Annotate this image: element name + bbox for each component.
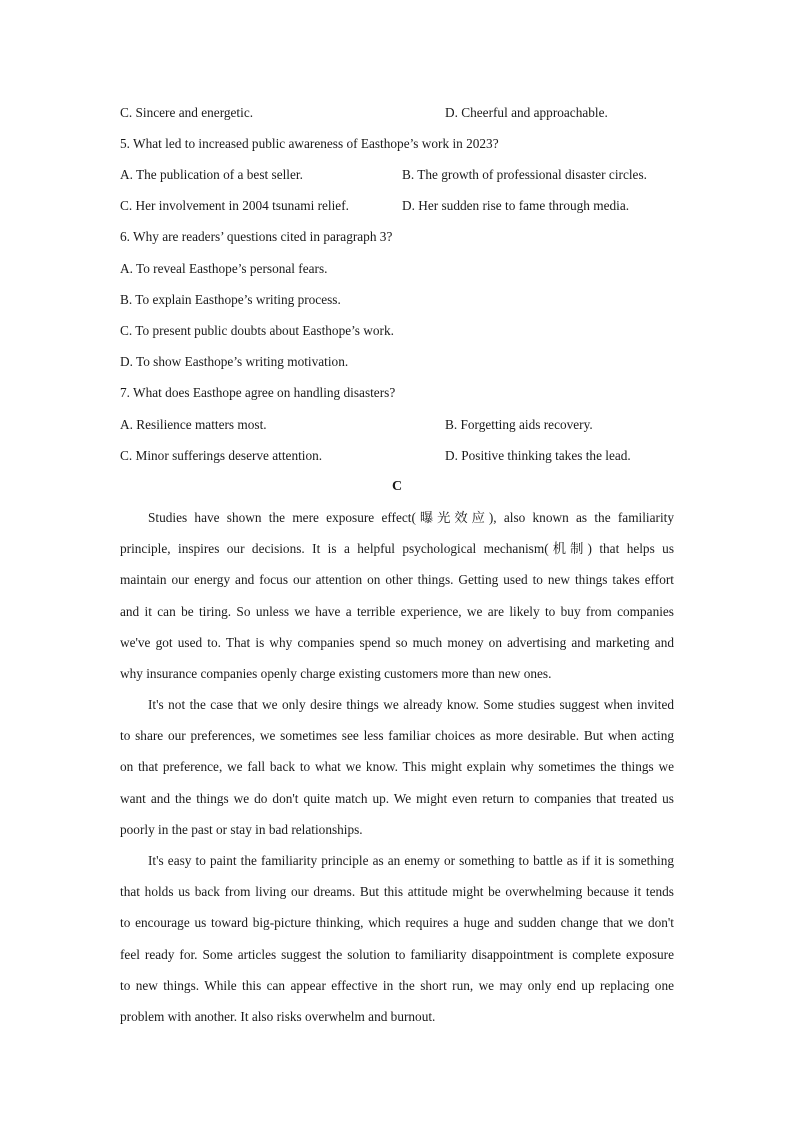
q5-option-b: B. The growth of professional disaster circles. [402,167,647,182]
paragraph-line: principle, inspires our decisions. It is a helpful psychological mechanism(机制) that helps us [120,541,674,557]
q7-question: 7. What does Easthope agree on handling disasters? [120,385,396,400]
section-heading: C [391,479,403,494]
passage-paragraph-3 [120,853,674,1040]
paragraph-line: to encourage us toward big-picture thinking, which requires a huge and sudden change that we don't [120,915,674,931]
q6-question: 6. Why are readers’ questions cited in paragraph 3? [120,229,393,244]
q6-option-a: A. To reveal Easthope’s personal fears. [120,261,328,276]
q4-option-d: D. Cheerful and approachable. [445,105,608,120]
paragraph-line: and it can be tiring. So unless we have a terrible experience, we are likely to buy from companies [120,603,674,619]
paragraph-line: Studies have shown the mere exposure effect(曝光效应), also known as the familiarity [148,510,674,525]
q4-option-c: C. Sincere and energetic. [120,105,254,120]
paragraph-line: It's easy to paint the familiarity principle as an enemy or something to battle as if it is something [148,853,674,868]
paragraph-line: to share our preferences, we sometimes see less familiar choices as more desirable. But when acting [120,728,674,744]
passage-paragraph-1 [120,510,674,697]
paragraph-line: maintain our energy and focus our attention on other things. Getting used to new things takes effort [120,572,674,588]
q7-option-d: D. Positive thinking takes the lead. [445,448,631,463]
paragraph-line: poorly in the past or stay in bad relationships. [120,821,363,837]
paragraph-line: feel ready for. Some articles suggest the solution to familiarity disappointment is complete exposure [120,946,674,962]
q7-option-c: C. Minor sufferings deserve attention. [120,448,323,463]
q7-option-a: A. Resilience matters most. [120,417,267,432]
q7-option-b: B. Forgetting aids recovery. [445,417,593,432]
paragraph-line: on that preference, we fall back to what we know. This might explain why sometimes the things we [120,759,674,775]
q5-option-a: A. The publication of a best seller. [120,167,303,182]
q5-option-d: D. Her sudden rise to fame through media. [402,198,630,213]
passage-paragraph-2 [120,697,674,853]
q6-option-b: B. To explain Easthope’s writing process. [120,292,341,307]
q5-question: 5. What led to increased public awareness of Easthope’s work in 2023? [120,136,499,151]
paragraph-line: want and the things we do don't quite match up. We might even return to companies that treated us [120,790,674,806]
paragraph-line: that holds us back from living our dreams. But this attitude might be overwhelming because it tends [120,884,674,900]
paragraph-line: we've got used to. That is why companies spend so much money on advertising and marketing and [120,634,674,650]
q6-option-c: C. To present public doubts about Easthope’s work. [120,323,394,338]
paragraph-line: problem with another. It also risks overwhelm and burnout. [120,1008,436,1024]
paragraph-line: why insurance companies openly charge existing customers more than new ones. [120,665,552,681]
q6-option-d: D. To show Easthope’s writing motivation. [120,354,349,369]
paragraph-line: to new things. While this can appear effective in the short run, we may only end up replacing one [120,977,674,993]
q5-option-c: C. Her involvement in 2004 tsunami relief. [120,198,349,213]
paragraph-line: It's not the case that we only desire things we already know. Some studies suggest when invited [148,697,674,712]
